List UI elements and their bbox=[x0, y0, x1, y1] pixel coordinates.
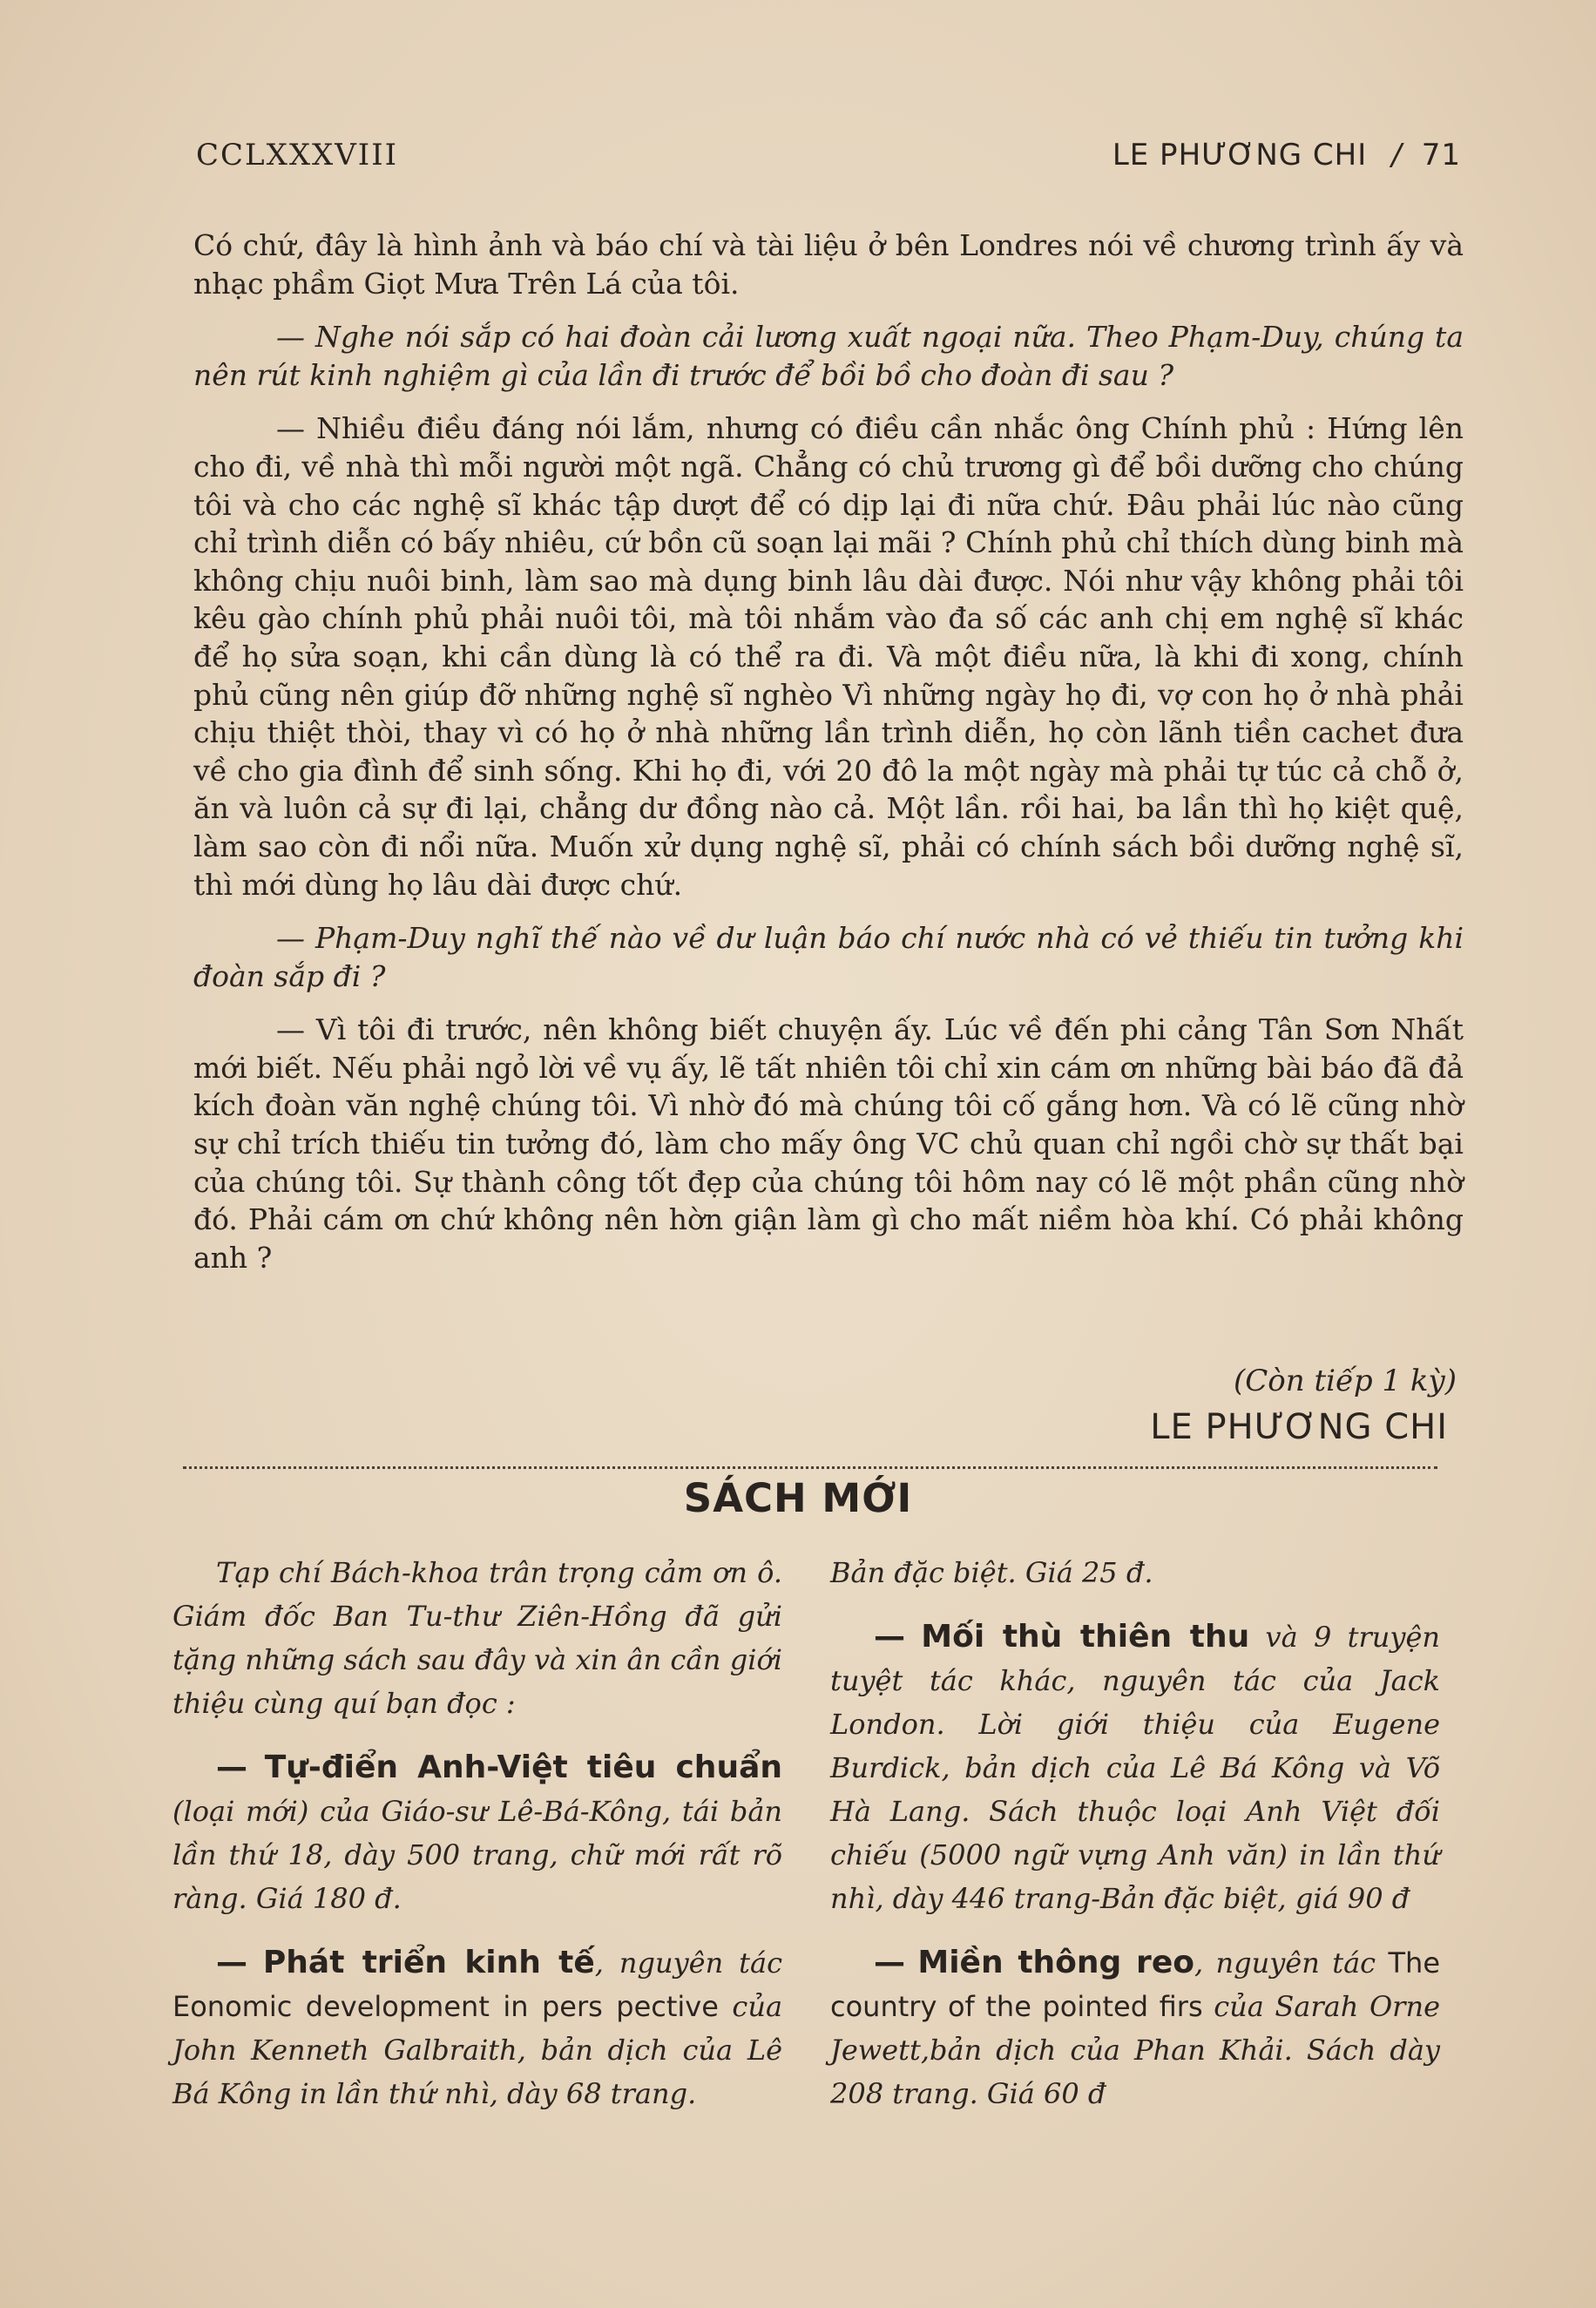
book-desc: , nguyên tác bbox=[1194, 1946, 1376, 1980]
book-dash: — bbox=[874, 1619, 905, 1655]
continued-note: (Còn tiếp 1 kỳ) bbox=[1234, 1364, 1457, 1398]
column-right bbox=[830, 1551, 1440, 2115]
page-number: 71 bbox=[1421, 138, 1461, 173]
article-body bbox=[193, 227, 1464, 1276]
book-title: Tự-điển Anh-Việt tiêu chuẩn bbox=[264, 1750, 782, 1785]
book-desc: và 9 truyện tuyệt tác khác, nguyên tác của Jack London. Lời giới thiệu của Eugene Burdick, bản dịch của Lê Bá Kông và Võ Hà Lang. Sách thuộc loại Anh Việt đối chiếu (5000 ngữ vựng Anh văn) in lần thứ nhì, dày 446 trang-Bản đặc biệt, giá 90 đ bbox=[830, 1621, 1441, 1915]
divider bbox=[183, 1466, 1437, 1469]
book-dash: — bbox=[216, 1750, 247, 1785]
book-desc: , nguyên tác bbox=[594, 1946, 782, 1980]
header-separator: / bbox=[1391, 138, 1403, 173]
issue-number: CCLXXXVIII bbox=[196, 138, 399, 173]
header-right bbox=[1112, 138, 1461, 173]
running-header bbox=[196, 131, 1461, 183]
book-desc: (loại mới) của Giáo-sư Lê-Bá-Kông, tái bản lần thứ 18, dày 500 trang, chữ mới rất rõ ràng. Giá 180 đ. bbox=[172, 1795, 782, 1915]
book-entry bbox=[172, 1941, 782, 2115]
original-title: Eonomic development in pers pective bbox=[172, 1990, 719, 2023]
book-entry bbox=[830, 1615, 1440, 1920]
book-dash: — bbox=[874, 1945, 905, 1980]
book-desc: của Sarah Orne Jewett,bản dịch của Phan Khải. Sách dày 208 trang. Giá 60 đ bbox=[830, 1990, 1441, 2110]
book-desc: của John Kenneth Galbraith, bản dịch của Lê Bá Kông in lần thứ nhì, dày 68 trang. bbox=[172, 1990, 783, 2110]
signature: LE PHƯƠNG CHI bbox=[1150, 1407, 1448, 1447]
column-left bbox=[172, 1551, 782, 2115]
intro: Tạp chí Bách-khoa trân trọng cảm ơn ô. Giám đốc Ban Tu-thư Ziên-Hồng đã gửi tặng những sách sau đây và xin ân cần giới thiệu cùng quí bạn đọc : bbox=[172, 1556, 782, 1720]
book-entry bbox=[172, 1746, 782, 1920]
book-entry-continued: Bản đặc biệt. Giá 25 đ. bbox=[830, 1556, 1153, 1589]
book-title: Miền thông reo bbox=[917, 1945, 1194, 1980]
section-title: SÁCH MỚI bbox=[683, 1475, 913, 1521]
paragraph: Có chứ, đây là hình ảnh và báo chí và tài liệu ở bên Londres nói về chương trình ấy và nhạc phầm Giọt Mưa Trên Lá của tôi. bbox=[193, 228, 1464, 301]
author-name: LE PHƯƠNG CHI bbox=[1112, 138, 1368, 173]
question: — Nghe nói sắp có hai đoàn cải lương xuất ngoại nữa. Theo Phạm-Duy, chúng ta nên rút kinh nghiệm gì của lần đi trước để bồi bồ cho đoàn đi sau ? bbox=[193, 320, 1464, 392]
book-title: Phát triển kinh tế bbox=[262, 1945, 595, 1980]
book-entry bbox=[830, 1941, 1440, 2115]
answer: — Nhiều điều đáng nói lắm, nhưng có điều cần nhắc ông Chính phủ : Hứng lên cho đi, về nhà thì mỗi người một ngã. Chẳng có chủ trương gì để bồi dưỡng cho chúng tôi và cho các nghệ sĩ khác tập dượt để có dịp lại đi nữa chứ. Đâu phải lúc nào cũng chỉ trình diễn có bấy nhiêu, cứ bồn cũ soạn lại mãi ? Chính phủ chỉ thích dùng binh mà không chịu nuôi binh, làm sao mà dụng binh lâu dài được. Nói như vậy không phải tôi kêu gào chính phủ phải nuôi tôi, mà tôi nhắm vào đa số các anh chị em nghệ sĩ khác để họ sửa soạn, khi cần dùng là có thể ra đi. Và một điều nữa, là khi đi xong, chính phủ cũng nên giúp đỡ những nghệ sĩ nghèo Vì những ngày họ đi, vợ con họ ở nhà phải chịu thiệt thòi, thay vì có họ ở nhà những lần trình diễn, họ còn lãnh tiền cachet đưa về cho gia đình để sinh sống. Khi họ đi, với 20 đô la một ngày mà phải tự túc cả chỗ ở, ăn và luôn cả sự đi lại, chẳng dư đồng nào cả. Một lần. rồi hai, ba lần thì họ kiệt quệ, làm sao còn đi nổi nữa. Muốn xử dụng nghệ sĩ, phải có chính sách bồi dưỡng nghệ sĩ, thì mới dùng họ lâu dài được chứ. bbox=[193, 411, 1464, 902]
original-title: The country of the pointed firs bbox=[830, 1946, 1441, 2023]
answer: — Vì tôi đi trước, nên không biết chuyện ấy. Lúc về đến phi cảng Tân Sơn Nhất mới biết. Nếu phải ngỏ lời về vụ ấy, lẽ tất nhiên tôi chỉ xin cám ơn những bài báo đã đả kích đoàn văn nghệ chúng tôi. Vì nhờ đó mà chúng tôi cố gắng hơn. Và có lẽ cũng nhờ sự chỉ trích thiếu tin tưởng đó, làm cho mấy ông VC chủ quan chỉ ngồi chờ sự thất bại của chúng tôi. Sự thành công tốt đẹp của chúng tôi hôm nay có lẽ một phần cũng nhờ đó. Phải cám ơn chứ không nên hờn giận làm gì cho mất niềm hòa khí. Có phải không anh ? bbox=[193, 1012, 1464, 1275]
book-dash: — bbox=[216, 1945, 247, 1980]
book-title: Mối thù thiên thu bbox=[921, 1619, 1250, 1655]
question: — Phạm-Duy nghĩ thế nào về dư luận báo chí nước nhà có vẻ thiếu tin tưởng khi đoàn sắp đi ? bbox=[193, 921, 1464, 993]
